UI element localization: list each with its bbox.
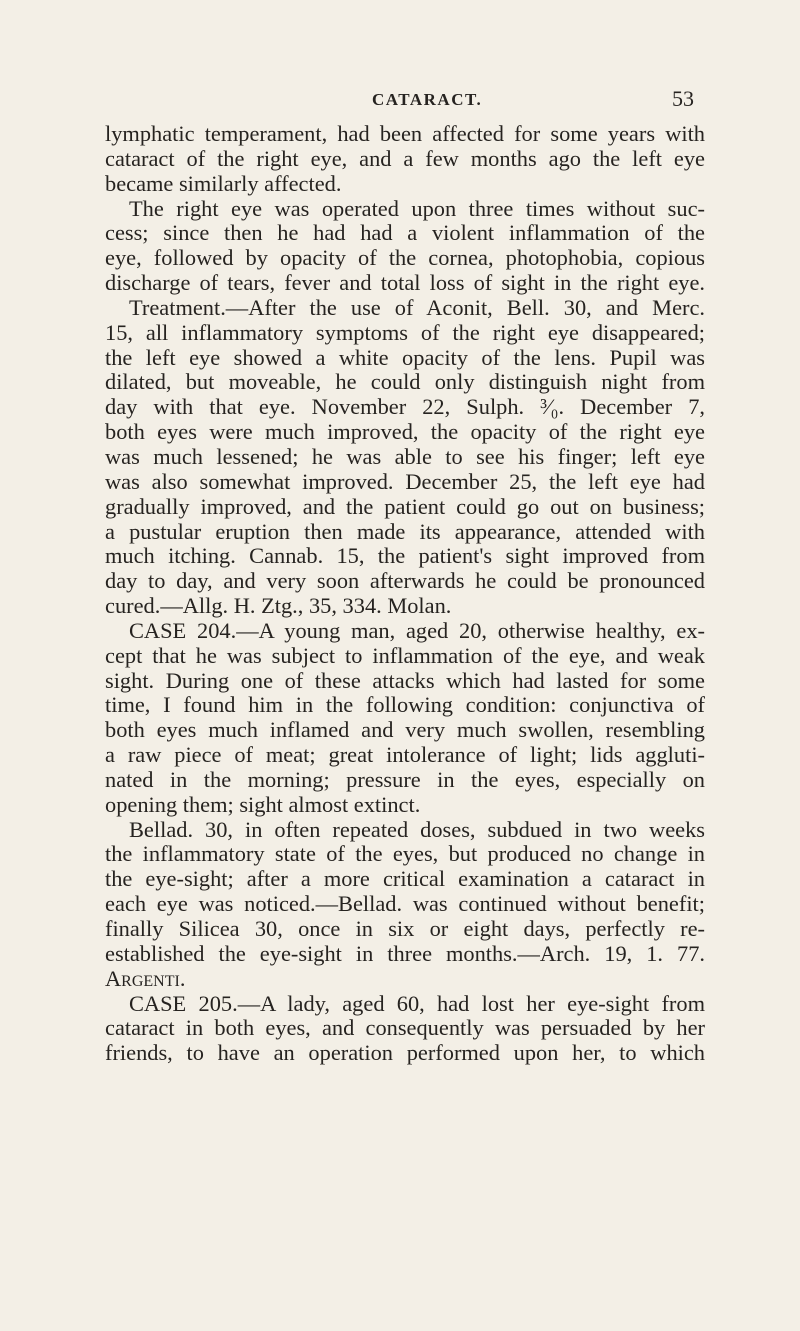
text-line: became similarly affected.	[105, 170, 342, 196]
text-line: CASE 204.—A young man, aged 20, otherwise healthy, ex-	[129, 617, 705, 643]
text-line: the inflammatory state of the eyes, but produced no change in	[105, 841, 705, 867]
text-line: a pustular eruption then made its appearance, attended with	[105, 518, 705, 544]
text-line: eye, followed by opacity of the cornea, photophobia, copious	[105, 245, 705, 271]
text-line: each eye was noticed.—Bellad. was continued without benefit;	[105, 891, 705, 917]
text-line: time, I found him in the following condition: conjunctiva of	[105, 692, 705, 718]
text-line: cured.—Allg. H. Ztg., 35, 334. Molan.	[105, 593, 452, 619]
text-line: cess; since then he had had a violent inflammation of the	[105, 220, 705, 246]
text-line: was also somewhat improved. December 25, the left eye had	[105, 468, 705, 494]
text-line: gradually improved, and the patient could go out on business;	[105, 493, 705, 519]
text-line: was much lessened; he was able to see his finger; left eye	[105, 443, 705, 469]
text-line: day with that eye. November 22, Sulph. ³⁄₀. December 7,	[105, 394, 705, 420]
text-line: discharge of tears, fever and total loss of sight in the right eye.	[105, 270, 705, 296]
text-line: much itching. Cannab. 15, the patient's sight improved from	[105, 543, 705, 569]
text-line: finally Silicea 30, once in six or eight days, perfectly re-	[105, 916, 705, 941]
body-text	[105, 122, 705, 1066]
text-line: cataract of the right eye, and a few months ago the left eye	[105, 145, 705, 171]
text-line: day to day, and very soon afterwards he could be pronounced	[105, 568, 705, 594]
text-line: cept that he was subject to inflammation of the eye, and weak	[105, 642, 705, 668]
text-line: opening them; sight almost extinct.	[105, 791, 421, 817]
text-line: dilated, but moveable, he could only distinguish night from	[105, 369, 705, 395]
text-line: the eye-sight; after a more critical examination a cataract in	[105, 866, 705, 892]
page-number: 53	[672, 86, 694, 111]
text-line: a raw piece of meat; great intolerance of light; lids aggluti-	[105, 742, 705, 768]
text-line: The right eye was operated upon three times without suc-	[129, 195, 705, 221]
text-line: both eyes much inflamed and very much swollen, resembling	[105, 717, 705, 743]
text-line: Bellad. 30, in often repeated doses, subdued in two weeks	[129, 816, 705, 842]
text-line: established the eye-sight in three months.—Arch. 19, 1. 77.	[105, 940, 705, 966]
text-line: friends, to have an operation performed upon her, to which	[105, 1040, 705, 1066]
text-line: Treatment.—After the use of Aconit, Bell. 30, and Merc.	[129, 294, 705, 320]
running-head	[0, 86, 800, 118]
text-line: cataract in both eyes, and consequently was persuaded by her	[105, 1015, 705, 1041]
text-line: nated in the morning; pressure in the eyes, especially on	[105, 766, 705, 792]
text-line: the left eye showed a white opacity of the lens. Pupil was	[105, 344, 705, 370]
text-line: 15, all inflammatory symptoms of the right eye disappeared;	[105, 319, 705, 345]
text-line: Argenti.	[105, 965, 186, 991]
text-line: sight. During one of these attacks which had lasted for some	[105, 667, 705, 693]
text-line: both eyes were much improved, the opacity of the right eye	[105, 419, 705, 445]
text-line: CASE 205.—A lady, aged 60, had lost her eye-sight from	[129, 990, 705, 1016]
running-title: CATARACT.	[372, 90, 483, 109]
text-line: lymphatic temperament, had been affected for some years with	[105, 121, 705, 146]
